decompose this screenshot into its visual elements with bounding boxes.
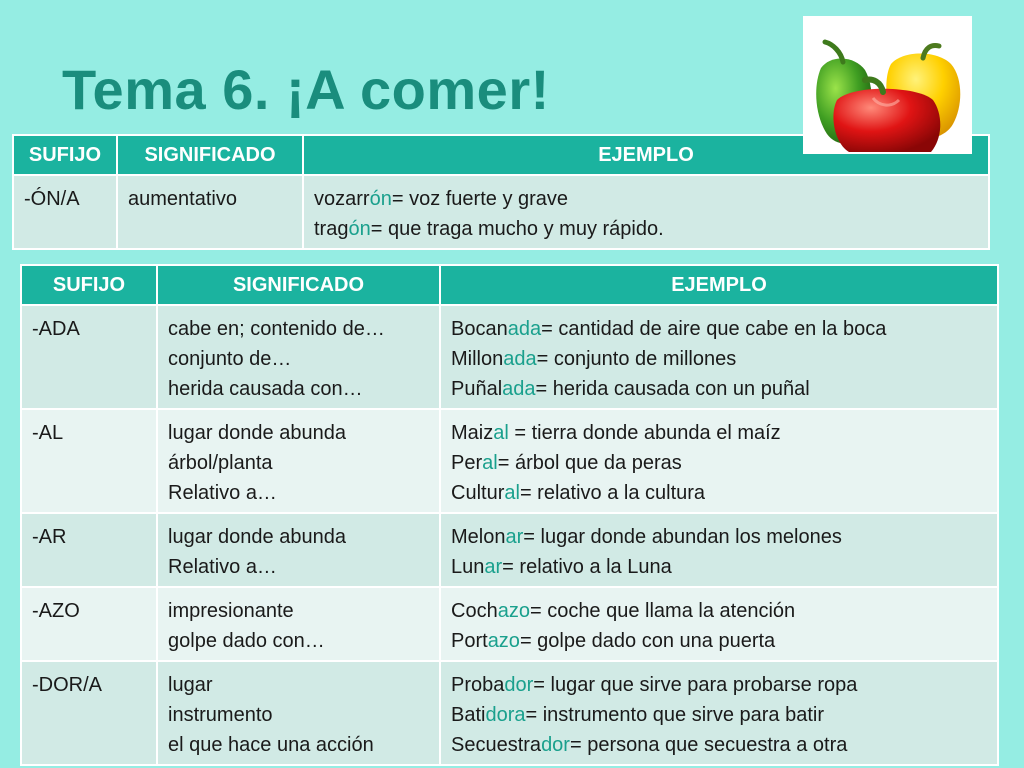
example-word-stem: Millon (451, 348, 504, 370)
example-suffix-highlight: azo (497, 600, 530, 622)
suffix-cell: -ADA (21, 305, 157, 409)
example-word-stem: Bati (451, 704, 486, 726)
example-suffix-highlight: azo (487, 630, 520, 652)
example-word-stem: Melon (451, 526, 506, 548)
meaning-line: conjunto de… (168, 348, 292, 370)
example-line (451, 448, 987, 478)
suffix-table-2 (20, 264, 999, 766)
meaning-line: golpe dado con… (168, 630, 325, 652)
example-line (451, 552, 987, 582)
example-word-stem: Cultur (451, 482, 505, 504)
example-line (451, 418, 987, 448)
example-definition: = herida causada con un puñal (535, 378, 810, 400)
example-definition: = relativo a la Luna (502, 556, 672, 578)
suffix-cell: -ÓN/A (13, 175, 117, 249)
example-word-stem: vozarr (314, 188, 370, 210)
example-suffix-highlight: ar (505, 526, 524, 548)
meaning-line: cabe en; contenido de… (168, 318, 385, 340)
suffix-cell: -DOR/A (21, 661, 157, 765)
example-suffix-highlight: ón (348, 218, 371, 240)
bell-peppers-icon (803, 16, 972, 154)
example-word-stem: Maiz (451, 422, 494, 444)
example-suffix-highlight: dora (485, 704, 526, 726)
example-definition: = voz fuerte y grave (391, 188, 569, 210)
example-definition: = tierra donde abunda el maíz (508, 422, 781, 444)
example-suffix-highlight: dor (504, 674, 534, 696)
suffix-cell: -AR (21, 513, 157, 587)
example-word-stem: Per (451, 452, 483, 474)
example-line (451, 374, 987, 404)
header-meaning: SIGNIFICADO (117, 135, 303, 175)
table-row (21, 409, 998, 513)
table-row (21, 587, 998, 661)
table-row (21, 513, 998, 587)
example-line (451, 626, 987, 656)
example-word-stem: Lun (451, 556, 485, 578)
example-cell (440, 587, 998, 661)
example-line (451, 344, 987, 374)
example-suffix-highlight: al (493, 422, 509, 444)
example-suffix-highlight: ada (503, 348, 537, 370)
example-definition: = cantidad de aire que cabe en la boca (541, 318, 887, 340)
example-definition: = persona que secuestra a otra (569, 734, 848, 756)
meaning-line: aumentativo (128, 188, 237, 210)
meaning-cell (157, 513, 440, 587)
meaning-cell (157, 587, 440, 661)
header-suffix: SUFIJO (13, 135, 117, 175)
example-cell (440, 409, 998, 513)
example-suffix-highlight: ada (502, 378, 536, 400)
meaning-line: árbol/planta (168, 452, 273, 474)
suffix-cell: -AZO (21, 587, 157, 661)
example-line (314, 214, 978, 244)
meaning-cell (157, 409, 440, 513)
suffix-cell: -AL (21, 409, 157, 513)
meaning-line: lugar (168, 674, 213, 696)
slide-title: Tema 6. ¡A comer! (62, 58, 550, 121)
example-line (451, 478, 987, 508)
example-word-stem: trag (314, 218, 349, 240)
meaning-cell (157, 305, 440, 409)
header-example: EJEMPLO (303, 135, 989, 175)
example-suffix-highlight: ón (369, 188, 392, 210)
table-row (21, 661, 998, 765)
meaning-line: Relativo a… (168, 556, 277, 578)
example-definition: = árbol que da peras (497, 452, 682, 474)
example-word-stem: Proba (451, 674, 505, 696)
example-cell (440, 305, 998, 409)
header-meaning: SIGNIFICADO (157, 265, 440, 305)
example-suffix-highlight: dor (541, 734, 570, 756)
example-cell (440, 513, 998, 587)
example-definition: = instrumento que sirve para batir (525, 704, 824, 726)
meaning-cell (117, 175, 303, 249)
example-suffix-highlight: ada (507, 318, 542, 340)
example-word-stem: Coch (451, 600, 498, 622)
table-header-row (21, 265, 998, 305)
meaning-line: herida causada con… (168, 378, 363, 400)
example-definition: = conjunto de millones (536, 348, 737, 370)
meaning-line: instrumento (168, 704, 273, 726)
bell-peppers-image (803, 16, 972, 154)
meaning-line: lugar donde abunda (168, 526, 346, 548)
example-line (451, 670, 987, 700)
example-definition: = lugar que sirve para probarse ropa (533, 674, 858, 696)
table-row (21, 305, 998, 409)
header-suffix: SUFIJO (21, 265, 157, 305)
example-line (314, 184, 978, 214)
example-suffix-highlight: al (504, 482, 520, 504)
example-cell (303, 175, 989, 249)
meaning-line: lugar donde abunda (168, 422, 346, 444)
example-word-stem: Puñal (451, 378, 503, 400)
example-word-stem: Bocan (451, 318, 508, 340)
example-definition: = coche que llama la atención (529, 600, 796, 622)
example-cell (440, 661, 998, 765)
example-word-stem: Port (451, 630, 488, 652)
table-row (13, 175, 989, 249)
header-example: EJEMPLO (440, 265, 998, 305)
meaning-line: impresionante (168, 600, 294, 622)
meaning-cell (157, 661, 440, 765)
example-line (451, 522, 987, 552)
meaning-line: el que hace una acción (168, 734, 374, 756)
example-line (451, 700, 987, 730)
example-definition: = que traga mucho y muy rápido. (370, 218, 664, 240)
example-definition: = golpe dado con una puerta (519, 630, 776, 652)
meaning-line: Relativo a… (168, 482, 277, 504)
example-word-stem: Secuestra (451, 734, 542, 756)
example-line (451, 596, 987, 626)
example-suffix-highlight: ar (484, 556, 503, 578)
example-line (451, 730, 987, 760)
example-line (451, 314, 987, 344)
example-definition: = relativo a la cultura (519, 482, 706, 504)
example-suffix-highlight: al (482, 452, 498, 474)
example-definition: = lugar donde abundan los melones (523, 526, 842, 548)
